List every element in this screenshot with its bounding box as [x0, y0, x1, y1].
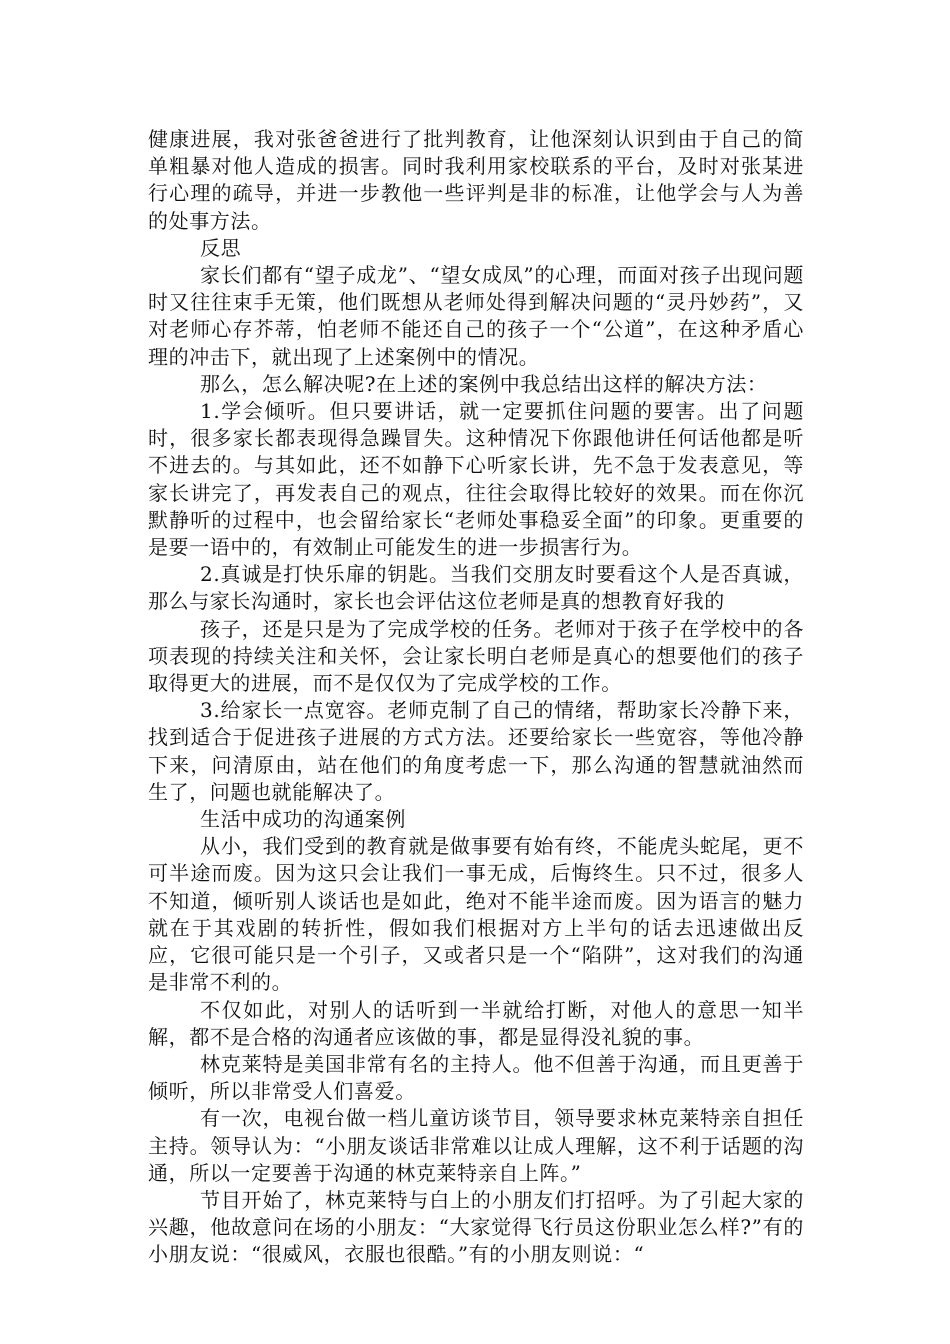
paragraph-program-start: 节目开始了，林克莱特与白上的小朋友们打招呼。为了引起大家的兴趣，他故意问在场的小朋友：“大家觉得飞行员这份职业怎么样?”有的小朋友说：“很威风，衣服也很酷。”有的小朋友则说：“	[148, 1187, 804, 1267]
paragraph-listen-fully: 从小，我们受到的教育就是做事要有始有终，不能虎头蛇尾，更不可半途而废。因为这只会让我们一事无成，后悔终生。只不过，很多人不知道，倾听别人谈话也是如此，绝对不能半途而废。因为语言的魅力就在于其戏剧的转折性，假如我们根据对方上半句的话去迅速做出反应，它很可能只是一个引子，又或者只是一个“陷阱”，这对我们的沟通是非常不利的。	[148, 834, 804, 995]
paragraph-linkletter-intro: 林克莱特是美国非常有名的主持人。他不但善于沟通，而且更善于倾听，所以非常受人们喜爱。	[148, 1051, 804, 1104]
section-heading-cases: 生活中成功的沟通案例	[200, 807, 406, 832]
paragraph-solution-intro: 那么，怎么解决呢?在上述的案例中我总结出这样的解决方法：	[200, 371, 768, 396]
paragraph-tip-tolerance: 3.给家长一点宽容。老师克制了自己的情绪，帮助家长冷静下来，找到适合于促进孩子进展的方式方法。还要给家长一些宽容，等他冷静下来，问清原由，站在他们的角度考虑一下，那么沟通的智慧就油然而生了，问题也就能解决了。	[148, 698, 804, 804]
paragraph-tip-sincerity: 2.真诚是打快乐扉的钥匙。当我们交朋友时要看这个人是否真诚，那么与家长沟通时，家长也会评估这位老师是真的想教育好我的	[148, 562, 804, 614]
paragraph-intro-continuation: 健康进展，我对张爸爸进行了批判教育，让他深刻认识到由于自己的简单粗暴对他人造成的损害。同时我利用家校联系的平台，及时对张某进行心理的疏导，并进一步教他一些评判是非的标准，让他学会与人为善的处事方法。	[148, 127, 804, 233]
paragraph-tv-program: 有一次，电视台做一档儿童访谈节目，领导要求林克莱特亲自担任主持。领导认为：“小朋友谈话非常难以让成人理解，这不利于话题的沟通，所以一定要善于沟通的林克莱特亲自上阵。”	[148, 1106, 804, 1185]
document-body	[148, 126, 804, 1269]
paragraph-sincerity-continued: 孩子，还是只是为了完成学校的任务。老师对于孩子在学校中的各项表现的持续关注和关怀，会让家长明白老师是真心的想要他们的孩子取得更大的进展，而不是仅仅为了完成学校的工作。	[148, 616, 804, 696]
paragraph-interrupting: 不仅如此，对别人的话听到一半就给打断，对他人的意思一知半解，都不是合格的沟通者应该做的事，都是显得没礼貌的事。	[148, 997, 804, 1049]
paragraph-tip-listen: 1.学会倾听。但只要讲话，就一定要抓住问题的要害。出了问题时，很多家长都表现得急躁冒失。这种情况下你跟他讲任何话他都是听不进去的。与其如此，还不如静下心听家长讲，先不急于发表意见，等家长讲完了，再发表自己的观点，往往会取得比较好的效果。而在你沉默静听的过程中，也会留给家长“老师处事稳妥全面”的印象。更重要的是要一语中的，有效制止可能发生的进一步损害行为。	[148, 399, 804, 560]
paragraph-parents-mindset: 家长们都有“望子成龙”、“望女成凤”的心理，而面对孩子出现问题时又往往束手无策，他们既想从老师处得到解决问题的“灵丹妙药”，又对老师心存芥蒂，怕老师不能还自己的孩子一个“公道”，在这种矛盾心理的冲击下，就出现了上述案例中的情况。	[148, 263, 804, 369]
section-heading-reflection: 反思	[200, 235, 242, 260]
